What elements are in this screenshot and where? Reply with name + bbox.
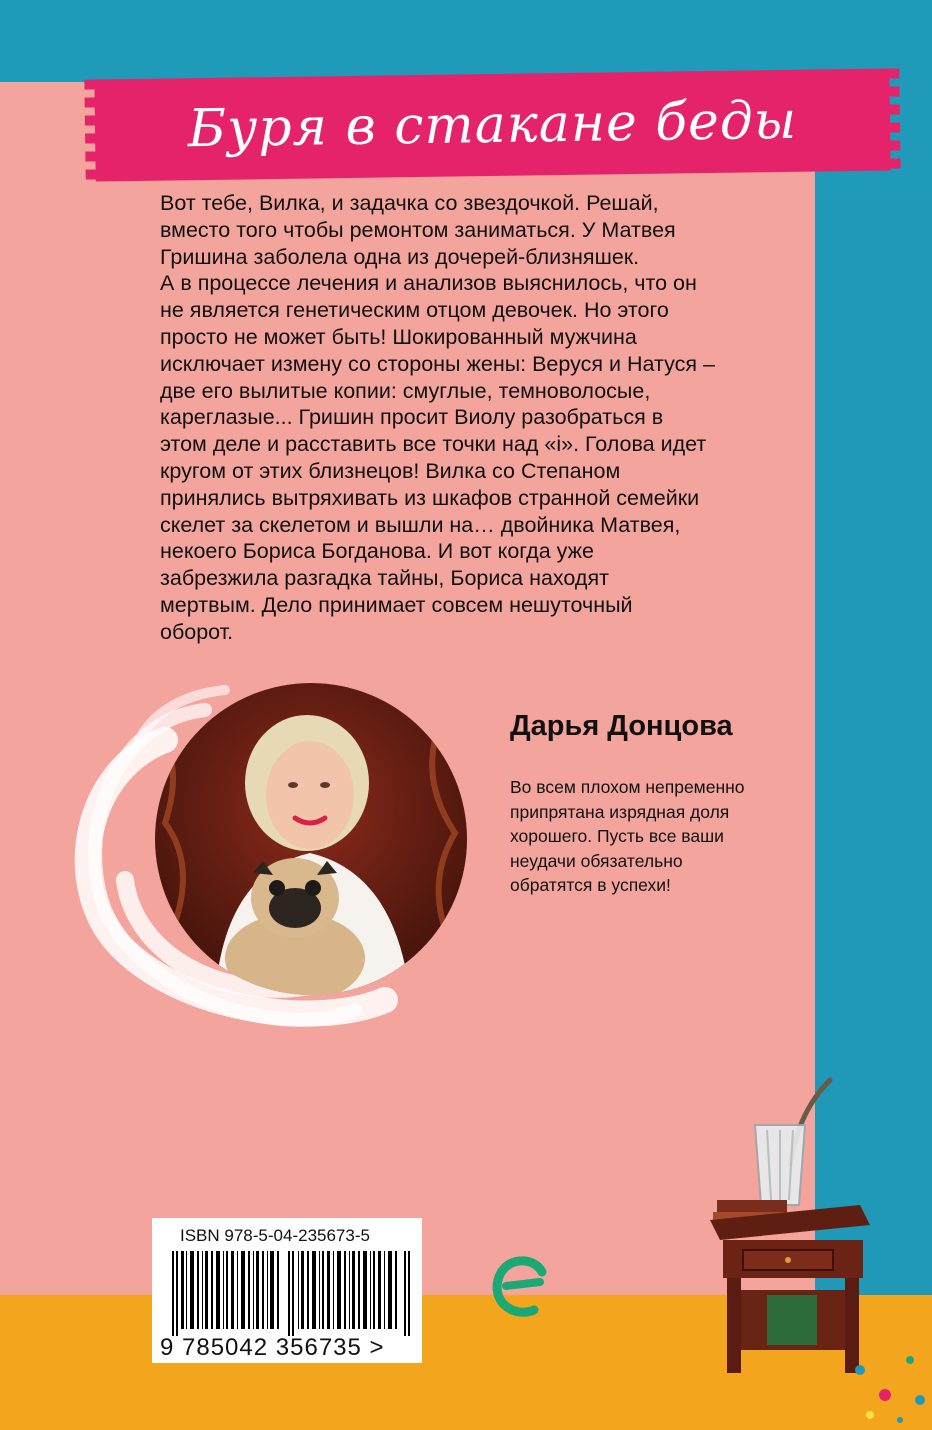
book-title: Буря в стакане беды: [187, 90, 798, 160]
barcode-icon: [170, 1251, 418, 1336]
isbn-barcode-block: [152, 1218, 422, 1363]
eksmo-logo-icon: [490, 1250, 550, 1320]
table-with-glass-illustration: [705, 1075, 875, 1375]
isbn-number: ISBN 978-5-04-235673-5: [180, 1226, 370, 1245]
title-banner: [94, 68, 890, 181]
author-quote: Во всем плохом непременно припрятана изрядная доля хорошего. Пусть все ваши неудачи обязательно обратятся в успехи!: [510, 777, 745, 895]
confetti-decoration: [840, 1340, 932, 1430]
author-name: Дарья Донцова: [510, 710, 733, 742]
author-photo: [155, 683, 467, 995]
blurb-text: Вот тебе, Вилка, и задачка со звездочкой. Решай, вместо того чтобы ремонтом заниматься. У Матвея Гришина заболела одна из дочерей-близняшек. А в процессе лечения и анализов выяснилось, что он не является генетическим отцом девочек. Но этого просто не может быть! Шокированный мужчина исключает измену со стороны жены: Веруся и Натуся – две его вылитые копии: смуглые, темноволосые, кареглазые... Гришин просит Виолу разобраться в этом деле и расставить все точки над «i». Голова идет кругом от этих близнецов! Вилка со Степаном принялись вытряхивать из шкафов странной семейки скелет за скелетом и вышли на… двойника Матвея, некоего Бориса Богданова. И вот когда уже забрезжила разгадка тайны, Бориса находят мертвым. Дело принимает совсем нешуточный оборот.: [160, 191, 715, 644]
barcode-digits: 9 785042 356735 >: [160, 1334, 385, 1361]
